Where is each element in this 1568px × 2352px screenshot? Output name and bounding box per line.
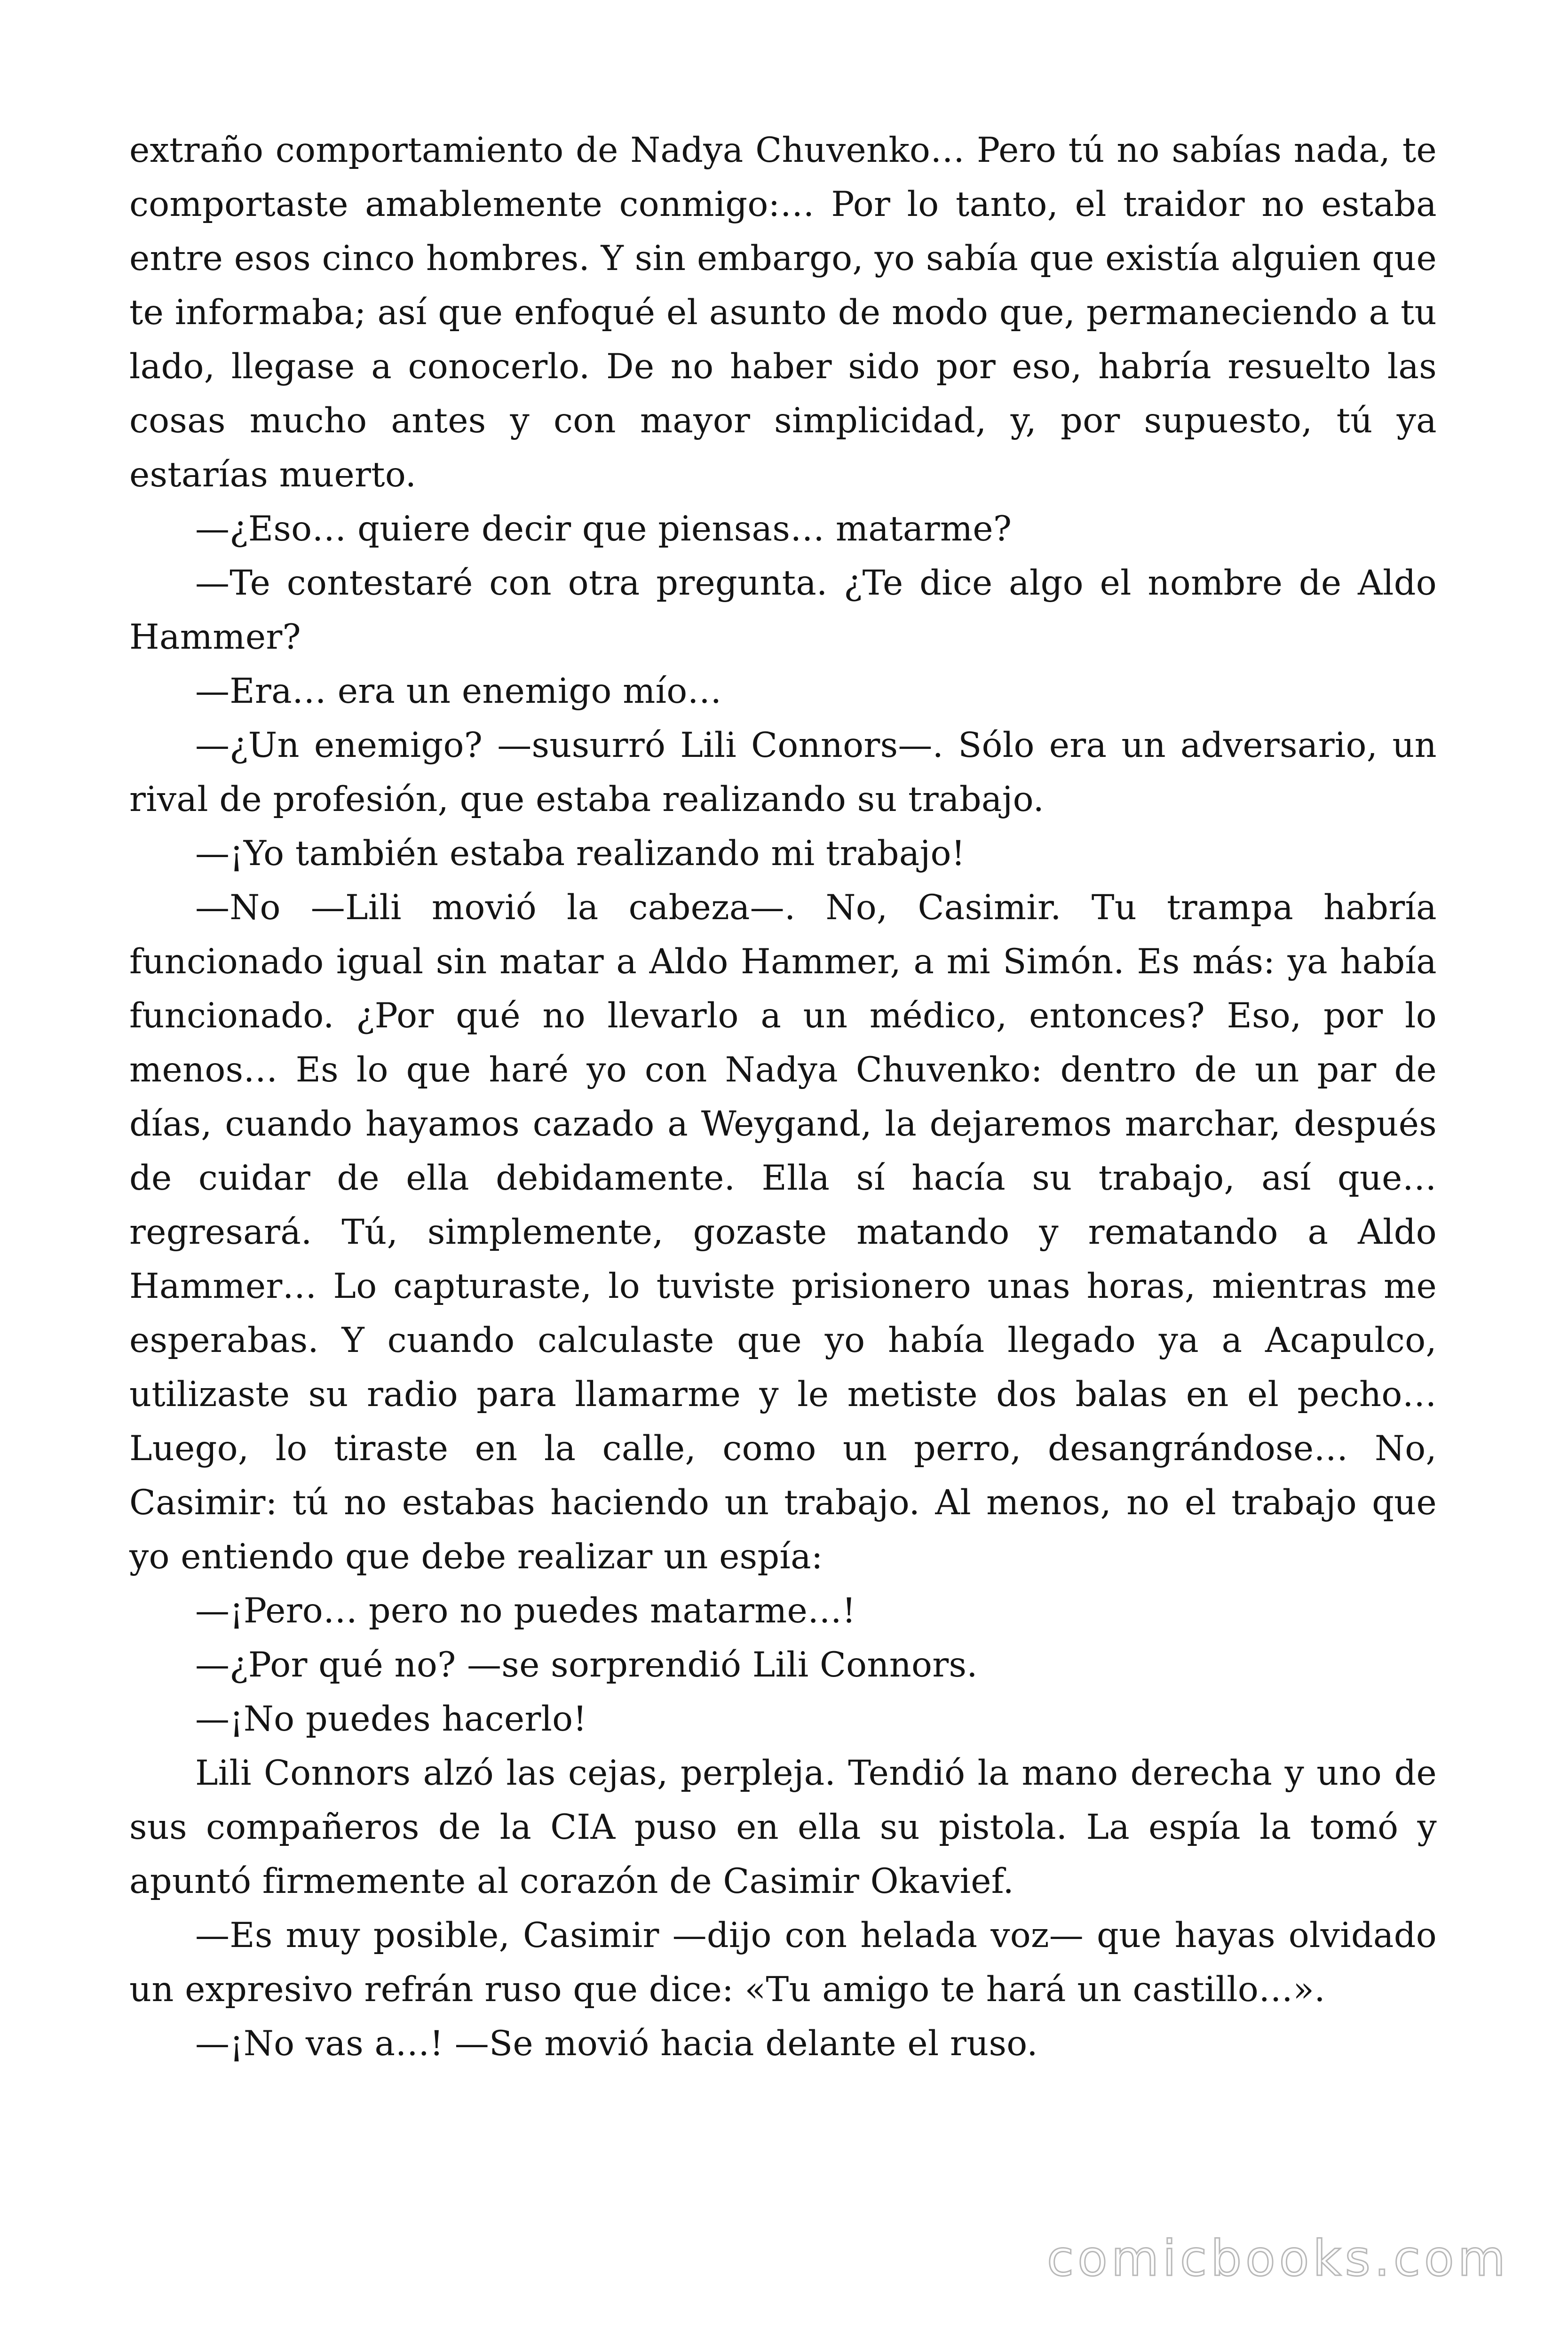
- paragraph: —¡Pero… pero no puedes matarme…!: [195, 1591, 856, 1631]
- paragraph: —¡No puedes hacerlo!: [195, 1699, 587, 1739]
- paragraph: —¡No vas a…! —Se movió hacia delante el ruso.: [195, 2024, 1038, 2064]
- paragraph: —Era… era un enemigo mío…: [195, 671, 722, 711]
- paragraph: —¿Un enemigo? —susurró Lili Connors—. Sólo era un adversario, un rival de profesión, que estaba realizando su trabajo.: [129, 725, 1437, 819]
- paragraph: —¿Por qué no? —se sorprendió Lili Connors.: [195, 1645, 978, 1685]
- paragraph: —¿Eso… quiere decir que piensas… matarme?: [195, 509, 1012, 549]
- paragraph: —¡Yo también estaba realizando mi trabajo!: [195, 834, 966, 874]
- paragraph: extraño comportamiento de Nadya Chuvenko… Pero tú no sabías nada, te comportaste amablemente conmigo:… Por lo tanto, el traidor no estaba entre esos cinco hombres. Y sin embargo, yo sabía que existía alguien que te informaba; así que enfoqué el asunto de modo que, permaneciendo a tu lado, llegase a conocerlo. De no haber sido por eso, habría resuelto las cosas mucho antes y con mayor simplicidad, y, por supuesto, tú ya estarías muerto.: [129, 130, 1437, 495]
- watermark: comicbooks.com: [1046, 2230, 1509, 2287]
- paragraph: —No —Lili movió la cabeza—. No, Casimir. Tu trampa habría funcionado igual sin matar a Aldo Hammer, a mi Simón. Es más: ya había funcionado. ¿Por qué no llevarlo a un médico, entonces? Eso, por lo menos… Es lo que haré yo con Nadya Chuvenko: dentro de un par de días, cuando hayamos cazado a Weygand, la dejaremos marchar, después de cuidar de ella debidamente. Ella sí hacía su trabajo, así que… regresará. Tú, simplemente, gozaste matando y rematando a Aldo Hammer… Lo capturaste, lo tuviste prisionero unas horas, mientras me esperabas. Y cuando calculaste que yo había llegado ya a Acapulco, utilizaste su radio para llamarme y le metiste dos balas en el pecho… Luego, lo tiraste en la calle, como un perro, desangrándose… No, Casimir: tú no estabas haciendo un trabajo. Al menos, no el trabajo que yo entiendo que debe realizar un espía:: [129, 888, 1437, 1577]
- paragraph: —Te contestaré con otra pregunta. ¿Te dice algo el nombre de Aldo Hammer?: [129, 563, 1437, 657]
- paragraph: —Es muy posible, Casimir —dijo con helada voz— que hayas olvidado un expresivo refrán ruso que dice: «Tu amigo te hará un castillo…».: [129, 1915, 1437, 2010]
- paragraph: Lili Connors alzó las cejas, perpleja. Tendió la mano derecha y uno de sus compañeros de la CIA puso en ella su pistola. La espía la tomó y apuntó firmemente al corazón de Casimir Okavief.: [129, 1753, 1437, 1901]
- body-text: [129, 123, 1437, 2071]
